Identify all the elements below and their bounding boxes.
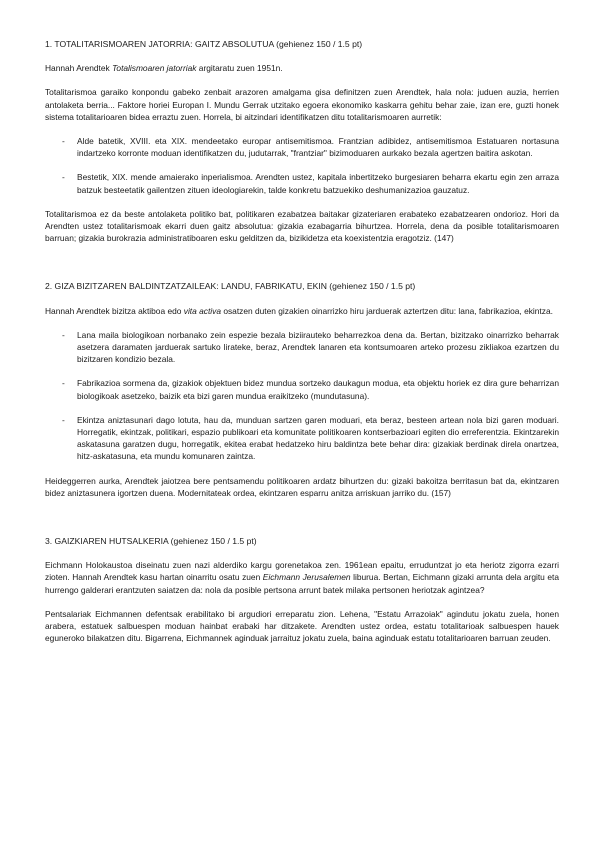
section-heading: 1. TOTALITARISMOAREN JATORRIA: GAITZ ABSOLUTUA (gehienez 150 / 1.5 pt) [45,39,363,49]
intro-text: argitaratu zuen 1951n. [196,63,283,74]
intro-text: Eichmann Holokaustoa diseinatu zuen nazi alderdiko kargu gorenetakoa zen. 1961ean epaitu, erruduntzat jo eta heriotz zigorra ezarri zioten. Hannah Arendtek kasu hartan oinarritu osatu zuen [45,560,559,583]
dash-bullet-icon: - [62,172,65,183]
bullet-list [45,135,559,196]
bullet-list [45,329,559,463]
book-title: Eichmann Jerusalemen [262,572,351,583]
paragraph: Totalitarismoa garaiko konpondu gabeko zenbait arazoren amalgama gisa definitzen zuen Arendtek, hala nola: juduen auzia, herrien antolaketa berria... Faktore horiei Europan I. Mundu Gerrak utzitako egoera ekonomiko kaskarra gehitu behar zaie, izan ere, guzti honek sistema totalitarioaren bidea erraztu zuen. Horrela, bi aitzindari identifikatzen ditu totalitarismoaren aurretik: [45,87,559,122]
section-spacer [45,511,559,535]
document-page [45,38,559,657]
paragraph: Pentsalariak Eichmannen defentsak erabilitako bi argudiori erreparatu zion. Lehena, "Estatu Arrazoiak" agindutu jokatu zuela, honen arabera, estatuek salbuespen moduan hainbat erabaki har ditzakete. Arendten ustez ordea, estatu totalitarioak salbuespen hauek eguneroko bilakatzen ditu. Bigarrena, Eichmannek aginduak jarraituz jokatu zuela, baina aginduak estatu totalitarioaren barruan zeuden. [45,608,559,644]
list-item [45,135,559,159]
section-heading: 2. GIZA BIZITZAREN BALDINTZATZAILEAK: LANDU, FABRIKATU, EKIN (gehienez 150 / 1.5 pt) [45,281,416,292]
list-item-text: Bestetik, XIX. mende amaierako inperialismoa. Arendten ustez, kapitala inbertitzeko burgesiaren beharra ekartu egin zen arraza batzuk besteetatik gailentzen zituen ideologiarekin, talde konkretu batzuekiko deshumanizazioa gauzatuz. [77,172,559,195]
section-spacer [45,256,559,280]
section-3 [45,535,559,644]
intro-text: osatzen duten gizakien oinarrizko hiru jarduerak aztertzen ditu: lana, fabrikazioa, ekintza. [221,305,553,316]
list-item-text: Ekintza aniztasunari dago lotuta, hau da, munduan sartzen garen moduari, eta beraz, besteen artean nola bizi garen moduari. Horregatik, ekintzak, politikari, espazio publikoari eta komunitate politikoaren kontserbazioari egiten dio erreferentzia. Ekintzarekin askatasuna garatzen dugu, horregatik, ekitea erabat hedatzeko hiru baldintza bete behar dira: gizakiak berdinak direla onartzea, hitz-askatasuna, eta mundu komunaren zaintza. [77,414,559,462]
dash-bullet-icon: - [62,378,65,389]
intro-paragraph [45,62,559,74]
list-item-text: Lana maila biologikoan norbanako zein espezie bezala biziirauteko beharrezkoa dena da. Bertan, bizitzako oinarrizko beharrak asetzera daramaten jarduerak sartuko lirateke, beraz, Arendtek lanaren eta kontsumoaren arteko prozesu zikliakoa ezartzen du bizitzaren kondizio bezala. [77,329,559,365]
paragraph: Heideggerren aurka, Arendtek jaiotzea bere pentsamendu politikoaren ardatz bihurtzen du: gizaki bakoitza berritasun bat da, ekintzaren bidez aniztasunera igortzen duena. Modernitateak ordea, ekintzaren esparru anitza arriskuan jarriko du. (157) [45,475,559,498]
intro-paragraph [45,305,559,317]
section-heading: 3. GAIZKIAREN HUTSALKERIA (gehienez 150 / 1.5 pt) [45,536,257,547]
section-1 [45,38,559,244]
dash-bullet-icon: - [62,329,65,340]
section-2 [45,280,559,499]
intro-paragraph [45,559,559,596]
list-item [45,329,559,366]
intro-text: Hannah Arendtek [45,63,113,74]
intro-text: Hannah Arendtek bizitza aktiboa edo [45,305,184,316]
list-item [45,377,559,401]
list-item [45,171,559,195]
term-italic: vita activa [183,305,221,316]
dash-bullet-icon: - [62,414,65,425]
intro-text: liburua. Bertan, Eichmann gizaki arrunta dela argitu eta hurrengo galderari erantzuten saiatzen da: nola da posible pertsona arrunt batek milaka pertsonen heriotzak agintzea? [45,572,560,595]
list-item-text: Fabrikazioa sormena da, gizakiok objektuen bidez mundua sortzeko daukagun modua, eta objektu horiek ez dira gure beharrizan biologikoak asetzeko, baizik eta bizi garen mundua eraikitzeko (mundutasuna). [77,378,559,401]
book-title: Totalismoaren jatorriak [112,63,197,74]
list-item-text: Alde batetik, XVIII. eta XIX. mendeetako europar antisemitismoa. Frantzian adibidez, antisemitismoa Estatuaren nortasuna indartzeko korronte moduan identifikatzen du, judutarrak, "frantziar" bizimoduaren aurkako bezala agertzen baitira askotan. [77,136,559,159]
dash-bullet-icon: - [62,136,65,147]
list-item [45,414,559,463]
paragraph: Totalitarismoa ez da beste antolaketa politiko bat, politikaren ezabatzea baitakar gizateriaren erabateko ezabatzearen ondorioz. Hori da Arendten ustez totalitarismoak ekarri duen gaitz absolutua: gizakia ezabagarria bihurtzea. Horrela, dena da posible totalitarismoaren barruan; gizakia burokrazia administratiboaren esku gelditzen da, bizikidetza eta koexistentzia eragotziz. (147) [45,208,559,244]
